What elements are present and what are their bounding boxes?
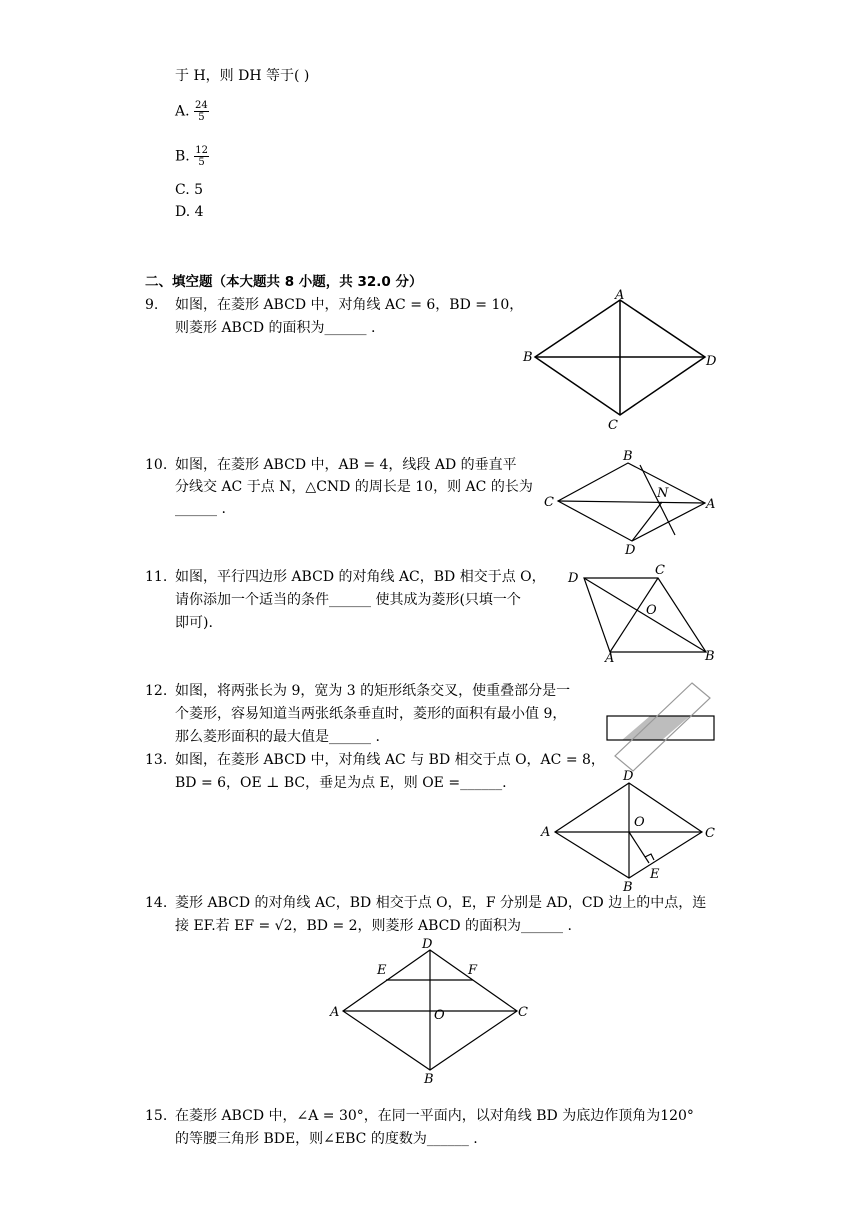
label-a: A [605, 651, 615, 665]
q8-option-a[interactable] [175, 100, 209, 123]
label-a: A [330, 1005, 340, 1020]
option-a-num: 24 [195, 100, 208, 111]
label-b: B [705, 649, 715, 664]
q13-number: 13. [145, 752, 168, 768]
label-d: D [568, 571, 579, 586]
q14-number: 14. [145, 895, 168, 911]
label-c: C [705, 826, 715, 841]
q8-option-c[interactable]: C. 5 [175, 182, 204, 198]
q14-line2: 接 EF.若 EF = √2，BD = 2，则菱形 ABCD 的面积为______ . [175, 918, 572, 934]
label-b: B [523, 350, 533, 365]
q9-line2: 则菱形 ABCD 的面积为______ . [175, 320, 376, 336]
q9-number: 9. [145, 297, 159, 313]
option-b-num: 12 [195, 145, 208, 156]
q13-rhombus-figure [535, 765, 720, 895]
label-b: B [623, 449, 633, 464]
q10-number: 10. [145, 457, 168, 473]
q11-parallelogram-figure [560, 560, 720, 665]
option-b-fraction [194, 145, 209, 168]
option-b-den: 5 [198, 157, 205, 168]
label-o: O [646, 603, 657, 618]
q10-line1: 如图，在菱形 ABCD 中，AB = 4，线段 AD 的垂直平 [175, 457, 517, 473]
label-d: D [625, 543, 636, 558]
q13-line1: 如图，在菱形 ABCD 中，对角线 AC 与 BD 相交于点 O，AC = 8， [175, 752, 605, 768]
q12-number: 12. [145, 683, 168, 699]
label-d: D [706, 354, 717, 369]
section-title: 二、填空题（本大题共 8 小题，共 32.0 分） [145, 274, 423, 290]
q8-option-b[interactable] [175, 145, 209, 168]
q11-line1: 如图，平行四边形 ABCD 的对角线 AC，BD 相交于点 O， [175, 569, 546, 585]
label-e: E [650, 867, 660, 882]
label-c: C [608, 418, 618, 433]
q10-line2: 分线交 AC 于点 N，△CND 的周长是 10，则 AC 的长为 [175, 479, 533, 495]
q9-rhombus-figure [520, 285, 720, 435]
label-a: A [615, 288, 625, 303]
q11-line2: 请你添加一个适当的条件______ 使其成为菱形(只填一个 [175, 592, 521, 608]
q10-line3: ______ . [175, 501, 226, 517]
label-b: B [424, 1072, 434, 1087]
q11-number: 11. [145, 569, 168, 585]
q15-line1: 在菱形 ABCD 中，∠A = 30°，在同一平面内，以对角线 BD 为底边作顶角为120° [175, 1108, 694, 1124]
label-o: O [634, 815, 645, 830]
label-e: E [377, 963, 387, 978]
q12-line3: 那么菱形面积的最大值是______ . [175, 729, 380, 745]
label-a: A [541, 825, 551, 840]
q12-paper-strips-figure [600, 678, 720, 773]
label-a: A [706, 497, 716, 512]
q15-line2: 的等腰三角形 BDE，则∠EBC 的度数为______ . [175, 1131, 478, 1147]
option-b-label: B. [175, 148, 190, 165]
option-a-fraction [194, 100, 209, 123]
option-a-label: A. [175, 103, 190, 120]
q10-rhombus-figure [540, 445, 720, 560]
q13-line2: BD = 6，OE ⊥ BC，垂足为点 E，则 OE =______. [175, 775, 507, 791]
q12-line1: 如图，将两张长为 9，宽为 3 的矩形纸条交叉，使重叠部分是一 [175, 683, 571, 699]
label-d: D [422, 937, 433, 952]
q14-rhombus-figure [325, 935, 540, 1090]
q11-line3: 即可). [175, 615, 213, 631]
label-b: B [623, 880, 633, 895]
label-c: C [544, 495, 554, 510]
q12-line2: 个菱形，容易知道当两张纸条垂直时，菱形的面积有最小值 9， [175, 706, 567, 722]
q15-number: 15. [145, 1108, 168, 1124]
label-f: F [468, 963, 478, 978]
q8-tail: 于 H，则 DH 等于( ) [175, 68, 310, 84]
option-a-den: 5 [198, 112, 205, 123]
q14-line1: 菱形 ABCD 的对角线 AC，BD 相交于点 O，E，F 分别是 AD，CD 边上的中点，连 [175, 895, 707, 911]
label-d: D [623, 769, 634, 784]
label-o: O [434, 1008, 445, 1023]
q9-line1: 如图，在菱形 ABCD 中，对角线 AC = 6，BD = 10， [175, 297, 524, 313]
q8-option-d[interactable]: D. 4 [175, 204, 204, 220]
label-c: C [518, 1005, 528, 1020]
label-n: N [657, 486, 669, 501]
label-c: C [655, 563, 665, 578]
